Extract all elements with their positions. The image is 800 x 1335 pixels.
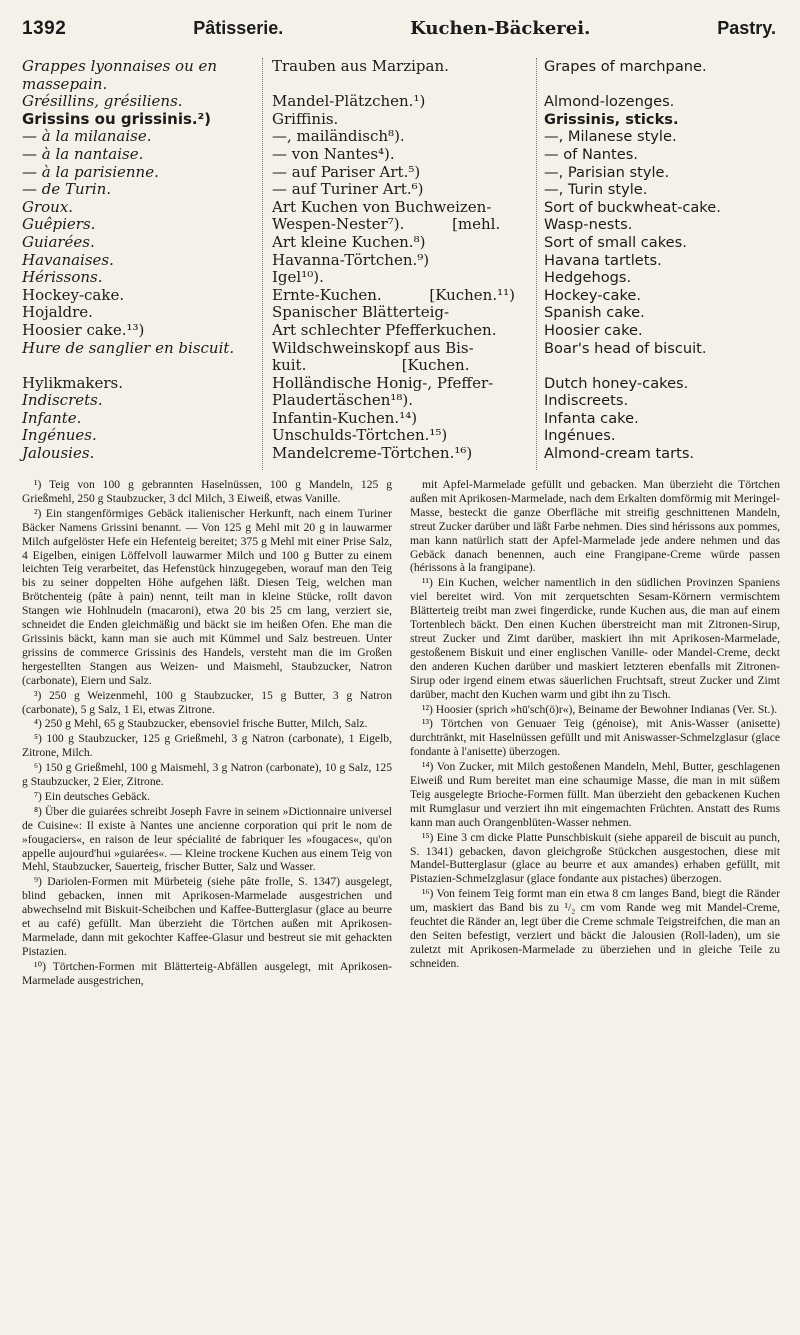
- glossary-entry: —, Turin style.: [544, 181, 648, 199]
- glossary-entry: Ingénues.: [544, 427, 616, 445]
- glossary-entry: Art kleine Kuchen.⁸): [272, 232, 426, 251]
- glossary-entry: Mandel-Plätzchen.¹): [272, 92, 426, 111]
- glossary-entry: Guiarées.: [22, 232, 95, 251]
- glossary-entry: Wespen-Nester⁷). [mehl.: [272, 215, 501, 234]
- footnote: ⁷) Ein deutsches Gebäck.: [34, 789, 151, 803]
- footnote: ⁵) 100 g Staubzucker, 125 g Grießmehl, 3 g Natron (carbonate), 1 Eigelb, Zitrone, Milch.: [22, 732, 392, 760]
- glossary-entry: massepain.: [22, 74, 108, 93]
- glossary-entry: Sort of small cakes.: [544, 233, 687, 251]
- glossary-entry: [544, 76, 780, 94]
- glossary-entry: Art schlechter Pfefferkuchen.: [272, 320, 497, 339]
- footnote: ¹⁰) Törtchen-Formen mit Blätterteig-Abfällen ausgelegt, mit Aprikosen-Marmelade ausgestrichen,: [22, 959, 392, 987]
- glossary-entry: Ingénues.: [22, 426, 97, 445]
- glossary-entry: Griffinis.: [272, 109, 339, 128]
- glossary-entry: Hockey-cake.: [544, 286, 641, 304]
- footnote: ⁴) 250 g Mehl, 65 g Staubzucker, ebensoviel frische Butter, Milch, Salz.: [34, 717, 368, 731]
- glossary-entry: Spanischer Blätterteig-: [272, 303, 450, 322]
- glossary-entry: Guêpiers.: [22, 215, 96, 234]
- glossary-columns: [22, 58, 780, 470]
- glossary-entry: — à la parisienne.: [22, 162, 159, 181]
- glossary-entry: Trauben aus Marzipan.: [272, 57, 449, 75]
- glossary-entry: Wildschweinskopf aus Bis-: [272, 338, 474, 357]
- glossary-entry: Plaudertäschen¹⁸).: [272, 391, 414, 410]
- footnote: ⁹) Dariolen-Formen mit Mürbeteig (siehe pâte frolle, S. 1347) ausgelegt, blind gebacken, innen mit Aprikosen-Marmelade ausgestrichen und abwechselnd mit Biskuit-Scheibchen und Kaffee-Butterglasur (glace au beurre et au café) gefüllt. Man überzieht die Törtchen außen mit Aprikosen-Marmelade, dann mit gekochter Kaffee-Glasur und bestreut sie mit gehackten Pistazien.: [22, 875, 392, 958]
- glossary-entry: Unschulds-Törtchen.¹⁵): [272, 426, 448, 445]
- glossary-entry: Hoosier cake.¹³): [22, 320, 145, 339]
- footnotes-right-column: [410, 478, 780, 1323]
- header-title-en: Pastry.: [717, 18, 776, 38]
- footnote: ¹²) Hoosier (sprich »hū'sch(ö)r«), Beiname der Bewohner Indianas (Ver. St.).: [422, 702, 778, 716]
- glossary-entry: Havanna-Törtchen.⁹): [272, 250, 430, 269]
- glossary-entry: Hérissons.: [22, 268, 103, 287]
- column-english: [544, 58, 780, 463]
- glossary-entry: Grapes of marchpane.: [544, 58, 707, 75]
- footnote: ²) Ein stangenförmiges Gebäck italienischer Herkunft, nach einem Turiner Bäcker Namens Grissini benannt. — Von 125 g Mehl mit 20 g in lauwarmer Milch aufgelöster Hefe ein Hefenteig bereitet; 375 g Mehl mit einer Prise Salz, 4 Eigelben, einigen Löffelvoll lauwarmer Milch und 100 g Butter zu einem leichten Teig verarbeitet, das Hefenstück hinzugegeben, worauf man den Teig bis zu seiner doppelten Höhe aufgehen läßt. Diesen Teig, welchen man Brötchenteig (pâte à pain) nennt, teilt man in kleine Stücke, rollt davon Stangen wie Hohlnudeln (macaroni), etwa 20 bis 25 cm lang, verziert sie, schneidet die Enden gleichmäßig und bäckt sie im heißen Ofen. Ehe man die Grissinis bäckt, kann man sie auch mit Kümmel und Salz bestreuen. Unter grissins de commerce Grissinis des Handels, versteht man die im Großen hergestellten Stangen aus Weizen- und Maismehl, Staubzucker, Natron (carbonate), Eiern und Salz.: [22, 506, 392, 687]
- page-number: 1392: [22, 18, 67, 39]
- glossary-entry: — von Nantes⁴).: [272, 144, 395, 163]
- glossary-entry: Hojaldre.: [22, 303, 93, 322]
- glossary-entry: — à la milanaise.: [22, 127, 152, 146]
- glossary-entry: Grissinis, sticks.: [544, 110, 679, 128]
- glossary-entry: — à la nantaise.: [22, 144, 144, 163]
- glossary-entry: — auf Turiner Art.⁶): [272, 180, 424, 199]
- glossary-entry: Mandelcreme-Törtchen.¹⁶): [272, 444, 473, 463]
- glossary-entry: Art Kuchen von Buchweizen-: [272, 197, 492, 216]
- footnotes: [22, 478, 780, 1323]
- glossary-entry: Grappes lyonnaises ou en: [22, 57, 218, 75]
- column-brace: [262, 58, 271, 470]
- glossary-entry: Infante.: [22, 408, 82, 427]
- glossary-entry: Spanish cake.: [544, 304, 645, 322]
- glossary-entry: Infanta cake.: [544, 409, 639, 427]
- footnotes-left-column: [22, 478, 392, 1323]
- glossary-entry: —, mailändisch⁸).: [272, 127, 405, 146]
- glossary-entry: [544, 357, 780, 375]
- footnote: ¹⁵) Eine 3 cm dicke Platte Punschbiskuit (siehe appareil de biscuit au punch, S. 1341) gebacken, davon gleichgroße Stückchen ausgestochen, diese mit Mandel-Butterglasur (glace au beurre et aux amandes) erhaben gefüllt, mit Pistazien-Schmelzglasur (glace fondante aux pistaches) überzogen.: [410, 830, 780, 886]
- page-header: [22, 18, 776, 44]
- glossary-entry: Hoosier cake.: [544, 321, 643, 339]
- glossary-entry: Havana tartlets.: [544, 251, 662, 269]
- glossary-entry: Havanaises.: [22, 250, 114, 269]
- header-title-de: Kuchen-Bäckerei.: [410, 18, 591, 39]
- glossary-entry: — of Nantes.: [544, 145, 638, 163]
- glossary-entry: — auf Pariser Art.⁵): [272, 162, 421, 181]
- glossary-entry: Almond-cream tarts.: [544, 445, 695, 463]
- glossary-entry: Jalousies.: [22, 444, 95, 463]
- glossary-entry: kuit. [Kuchen.: [272, 356, 470, 375]
- glossary-entry: Wasp-nests.: [544, 216, 633, 234]
- glossary-entry: Infantin-Kuchen.¹⁴): [272, 408, 418, 427]
- glossary-entry: — de Turin.: [22, 180, 112, 199]
- glossary-entry: [22, 357, 258, 375]
- glossary-entry: Hockey-cake.: [22, 285, 125, 304]
- footnote: ⁶) 150 g Grießmehl, 100 g Maismehl, 3 g Natron (carbonate), 10 g Salz, 125 g Staubzucker, 2 Eier, Zitrone.: [22, 761, 392, 789]
- glossary-entry: Grissins ou grissinis.²): [22, 109, 212, 128]
- glossary-entry: Groux.: [22, 197, 74, 216]
- column-german: [272, 58, 534, 463]
- footnote: ¹) Teig von 100 g gebrannten Haselnüssen, 100 g Mandeln, 125 g Grießmehl, 250 g Staubzucker, 3 dcl Milch, 3 Eiweiß, etwas Vanille.: [22, 478, 392, 505]
- glossary-entry: Boar's head of biscuit.: [544, 339, 707, 357]
- glossary-entry: Holländische Honig-, Pfeffer-: [272, 373, 494, 392]
- footnote: mit Apfel-Marmelade gefüllt und gebacken. Man überzieht die Törtchen außen mit Aprikosen-Marmelade, nach dem Erkalten domförmig mit Meringel-Masse, besteckt die ganze Oberfläche mit streifig geschnittenen Mandeln, streut Zucker darüber und läßt Farbe nehmen. Dies sind hérissons aux pommes, man kann natürlich statt der Apfel-Marmelade jede andere nehmen und das Gebäck danach benennen, auch eine Frangipane-Creme würde passen (hérissons à la frangipane).: [410, 478, 780, 575]
- glossary-entry: Hedgehogs.: [544, 269, 632, 287]
- glossary-entry: Almond-lozenges.: [544, 93, 675, 111]
- glossary-entry: —, Milanese style.: [544, 128, 677, 146]
- column-french: [22, 58, 258, 463]
- glossary-entry: Hylikmakers.: [22, 373, 124, 392]
- header-title-fr: Pâtisserie.: [193, 18, 284, 38]
- footnote: ¹³) Törtchen von Genuaer Teig (génoise), mit Anis-Wasser (anisette) durchtränkt, mit Haselnüssen gefüllt und mit Aniswasser-Schmelzglasur (glace fondante à l'anisette) überzogen.: [410, 717, 780, 759]
- glossary-entry: Ernte-Kuchen. [Kuchen.¹¹): [272, 285, 515, 304]
- footnote: ⁸) Über die guiarées schreibt Joseph Favre in seinem »Dictionnaire universel de Cuisine«: Il existe à Nantes une ancienne corporation qui prit le nom de »fougaciers«, en raison de leur spécialité de fabriquer les »fougaces«, qu'on appelle aujourd'hui »guiarées«. — Kleine trockene Kuchen aus einem Teig von Mehl, Staubzucker, Sauerteig, frischer Butter, Salz und Wasser.: [22, 804, 392, 874]
- footnote: ³) 250 g Weizenmehl, 100 g Staubzucker, 15 g Butter, 3 g Natron (carbonate), 5 g Salz, 1 Ei, etwas Zitrone.: [22, 688, 392, 716]
- glossary-entry: Igel¹⁰).: [272, 268, 324, 287]
- footnote: ¹⁴) Von Zucker, mit Milch gestoßenen Mandeln, Mehl, Butter, geschlagenen Eiweiß und Rum bereitet man eine schaumige Masse, die man in mit süßem Teig ausgelegte Brioche-Formen füllt. Man überzieht den gebackenen Kuchen mit Rumglasur und verziert ihn mit eingemachten Früchten. Anstatt des Rums kann man auch Orangenblüten-Wasser nehmen.: [410, 760, 780, 829]
- glossary-entry: Dutch honey-cakes.: [544, 374, 689, 392]
- footnote: ¹⁶) Von feinem Teig formt man ein etwa 8 cm langes Band, biegt die Ränder um, maskiert das Band bis zu ¹/₂ cm vom Rande weg mit Mandel-Creme, feuchtet die Ränder an, legt über die Creme schmale Teigstreifchen, die man an den Seiten befestigt, verziert und bäckt die Jalousien (Roll-laden), um sie zuletzt mit Aprikosen-Marmelade zu überziehen und in gleiche Teile zu schneiden.: [410, 887, 780, 970]
- glossary-entry: [272, 76, 534, 94]
- glossary-entry: Hure de sanglier en biscuit.: [22, 338, 235, 357]
- glossary-entry: Indiscrets.: [22, 391, 103, 410]
- footnote: ¹¹) Ein Kuchen, welcher namentlich in den südlichen Provinzen Spaniens viel bereitet wird. Von mit zerquetschten Sesam-Körnern vermischtem Blätterteig treibt man zwei fingerdicke, runde Kuchen aus, die man auf einem Tortenblech bäckt. Den einen Kuchen überstreicht man mit Zitronen-Sirup, streut Zucker und Zimt darüber, maskiert ihn mit Aprikosen-Marmelade, gestoßenem Biskuit und einer englischen Vanille- oder Mandel-Creme, deckt den anderen Kuchen darüber und maskiert letzteren ebenfalls mit Zitronen-Sirup oder irgend einem etwas säuerlichen Fruchtsaft, streut Zucker und Zimt darüber, macht den Kuchen warm und gibt ihn zu Tisch.: [410, 576, 780, 701]
- glossary-entry: —, Parisian style.: [544, 163, 670, 181]
- glossary-entry: Grésillins, grésiliens.: [22, 92, 183, 111]
- glossary-entry: Sort of buckwheat-cake.: [544, 198, 721, 216]
- glossary-entry: Indiscreets.: [544, 392, 629, 410]
